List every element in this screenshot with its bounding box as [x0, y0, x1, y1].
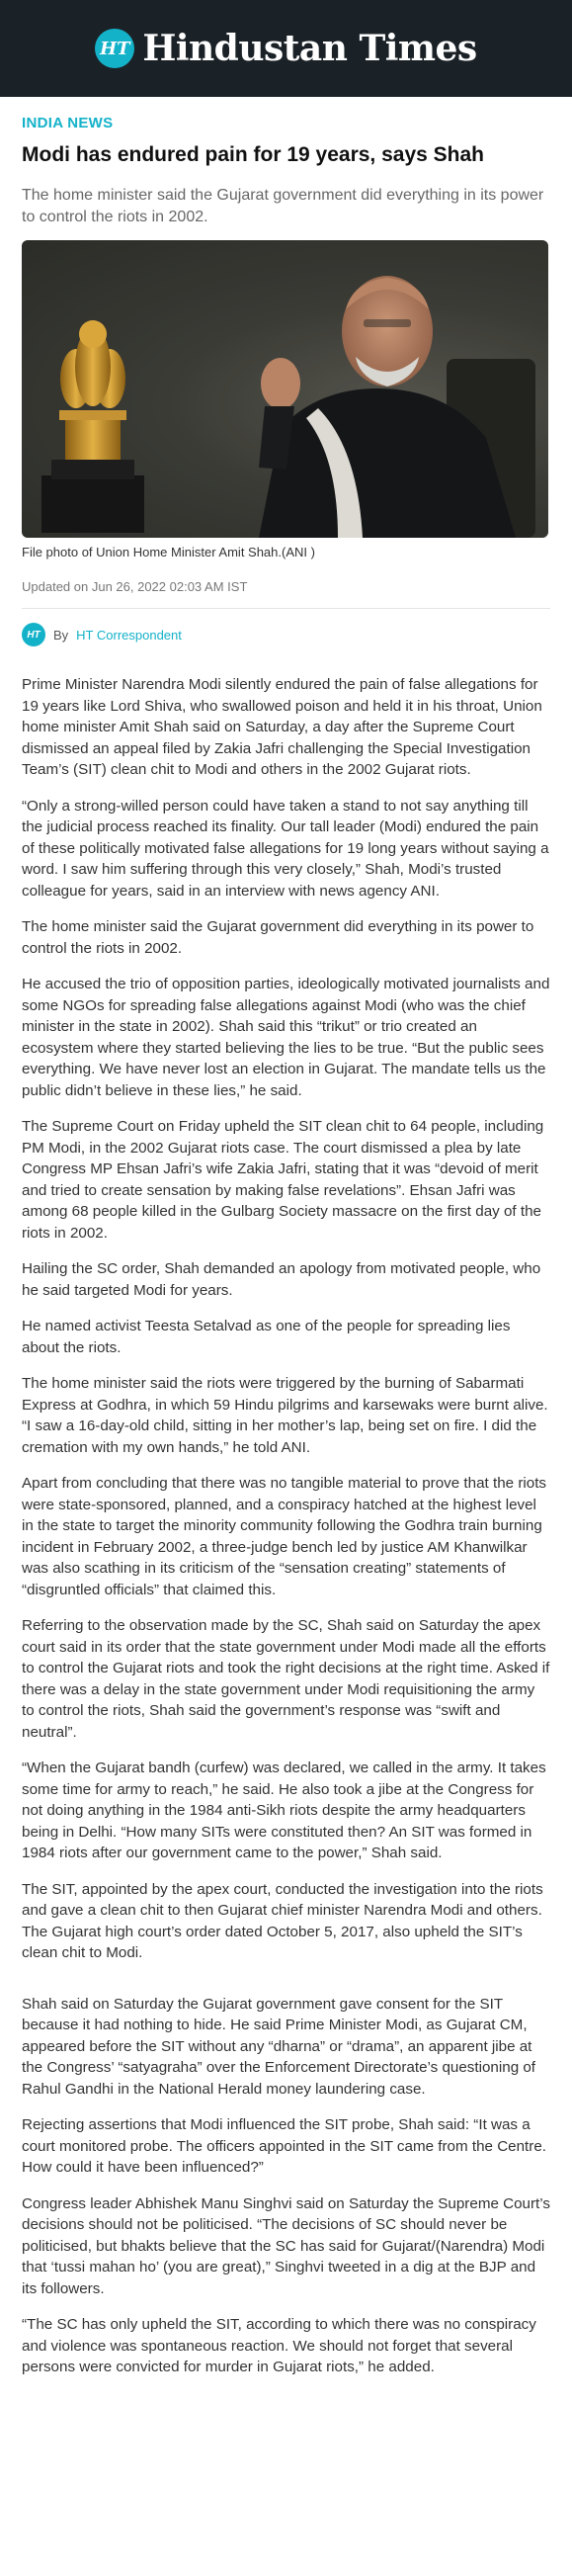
article: [0, 115, 572, 2378]
headline: Modi has endured pain for 19 years, says Shah: [22, 143, 484, 166]
paragraph: Referring to the observation made by the SC, Shah said on Saturday the apex court said in its order that the state government under Modi made all the efforts to control the Gujarat riots and took the right decisions at the right time. Asked if there was a delay in the state government under Modi requisitioning the army to control the riots, Shah said the government’s response was “swift and neutral”.: [22, 1617, 550, 1741]
byline: [22, 623, 550, 646]
divider: [22, 608, 550, 609]
author-link[interactable]: HT Correspondent: [76, 627, 182, 643]
paragraph: Hailing the SC order, Shah demanded an apology from motivated people, who he said targeted Modi for years.: [22, 1260, 541, 1299]
paragraph: He accused the trio of opposition parties, ideologically motivated journalists and some NGOs for spreading false allegations against Modi (who was the chief minister in the state in 2002). Shah said this “trikut” or trio created an ecosystem where they started believing the lies to be true. “But the public sees everything. We have never lost an election in Gujarat. The mandate tells us the public didn’t believe in these lies,” he said.: [22, 976, 550, 1099]
site-logo[interactable]: [95, 28, 476, 69]
paragraph: Congress leader Abhishek Manu Singhvi said on Saturday the Supreme Court’s decisions should not be politicised. “The decisions of SC should never be politicised, but bhakts believe that the SC has said for Gujarat/(Narendra) Modi that ‘tussi mahan ho’ (you are great),” Singhvi tweeted in a dig at the BJP and its followers.: [22, 2194, 550, 2297]
brand-name: Hindustan Times: [142, 28, 477, 69]
paragraph: Prime Minister Narendra Modi silently endured the pain of false allegations for 19 years like Lord Shiva, who swallowed poison and held it in his throat, Union home minister Amit Shah said on Saturday, a day after the Supreme Court dismissed an appeal filed by Zakia Jafri challenging the Special Investigation Team’s (SIT) clean chit to Modi and others in the 2002 Gujarat riots.: [22, 676, 542, 778]
paragraph: He named activist Teesta Setalvad as one of the people for spreading lies about the riots.: [22, 1318, 511, 1356]
article-body: [22, 674, 550, 2378]
author-avatar-icon: HT: [22, 623, 45, 646]
paragraph: The Supreme Court on Friday upheld the SIT clean chit to 64 people, including PM Modi, in the 2002 Gujarat riots case. The court dismissed a plea by late Congress MP Ehsan Jafri’s wife Zakia Jafri, stating that it was “devoid of merit and tried to create sensation by making false revelations”. Ehsan Jafri was among 68 people killed in the Gulbarg Society massacre on the first day of the riots in 2002.: [22, 1118, 544, 1242]
ht-logo-icon: HT: [95, 29, 134, 68]
article-photo: [22, 240, 548, 538]
photo-caption: File photo of Union Home Minister Amit Shah.(ANI ): [22, 545, 315, 559]
paragraph: Shah said on Saturday the Gujarat government gave consent for the SIT because it had nothing to hide. He said Prime Minister Modi, as Gujarat CM, appeared before the SIT without any “dharna” or “drama”, an apparent jibe at the Congress’ “satyagraha” over the Enforcement Directorate’s questioning of Rahul Gandhi in the National Herald money laundering case.: [22, 1995, 536, 2098]
paragraph: The home minister said the riots were triggered by the burning of Sabarmati Express at Godhra, in which 59 Hindu pilgrims and karsewaks were burnt alive. “I saw a 16-day-old child, sitting in her mother’s lap, being set on fire. I did the cremation with my own hands,” he told ANI.: [22, 1375, 548, 1456]
section-label[interactable]: INDIA NEWS: [22, 115, 114, 131]
paragraph: “The SC has only upheld the SIT, according to which there was no conspiracy and violence was spontaneous reaction. We should not forget that several persons were convicted for murder in Gujarat riots,” he added.: [22, 2316, 536, 2375]
byline-prefix: By: [53, 627, 69, 643]
updated-timestamp: Updated on Jun 26, 2022 02:03 AM IST: [22, 579, 248, 594]
paragraph: “Only a strong-willed person could have taken a stand to not say anything till the judicial process reached its finality. Our tall leader (Modi) endured the pain of these politically motivated false allegations for 19 long years without saying a word. I saw him suffering through this very closely,” Shah, Modi’s trusted colleague for years, said in an interview with news agency ANI.: [22, 797, 549, 900]
paragraph: The SIT, appointed by the apex court, conducted the investigation into the riots and gave a clean chit to then Gujarat chief minister Narendra Modi and others. The Gujarat high court’s order dated October 5, 2017, also upheld the SIT’s clean chit to Modi.: [22, 1880, 543, 1961]
amit-shah-photo-illustration: [22, 240, 548, 538]
masthead: [0, 0, 572, 97]
summary: The home minister said the Gujarat government did everything in its power to control the riots in 2002.: [22, 187, 544, 225]
paragraph: “When the Gujarat bandh (curfew) was declared, we called in the army. It takes some time for army to reach,” he said. He also took a jibe at the Congress for not doing anything in the 1984 anti-Sikh riots despite the army headquarters being in Delhi. “How many SITs were constituted then? An SIT was formed in 1984 riots after our government came to the power,” Shah said.: [22, 1760, 546, 1861]
paragraph: Rejecting assertions that Modi influenced the SIT probe, Shah said: “It was a court monitored probe. The officers appointed in the SIT came from the Centre. How could it have been influenced?”: [22, 2116, 547, 2176]
paragraph: Apart from concluding that there was no tangible material to prove that the riots were state-sponsored, planned, and a conspiracy hatched at the highest level in the state to target the minority community following the Godhra train burning incident in February 2002, a three-judge bench led by justice AM Khanwilkar was also scathing in its criticism of the “sensation creating” statements of “disgruntled officials” that claimed this.: [22, 1475, 547, 1598]
paragraph: The home minister said the Gujarat government did everything in its power to control the riots in 2002.: [22, 918, 534, 957]
